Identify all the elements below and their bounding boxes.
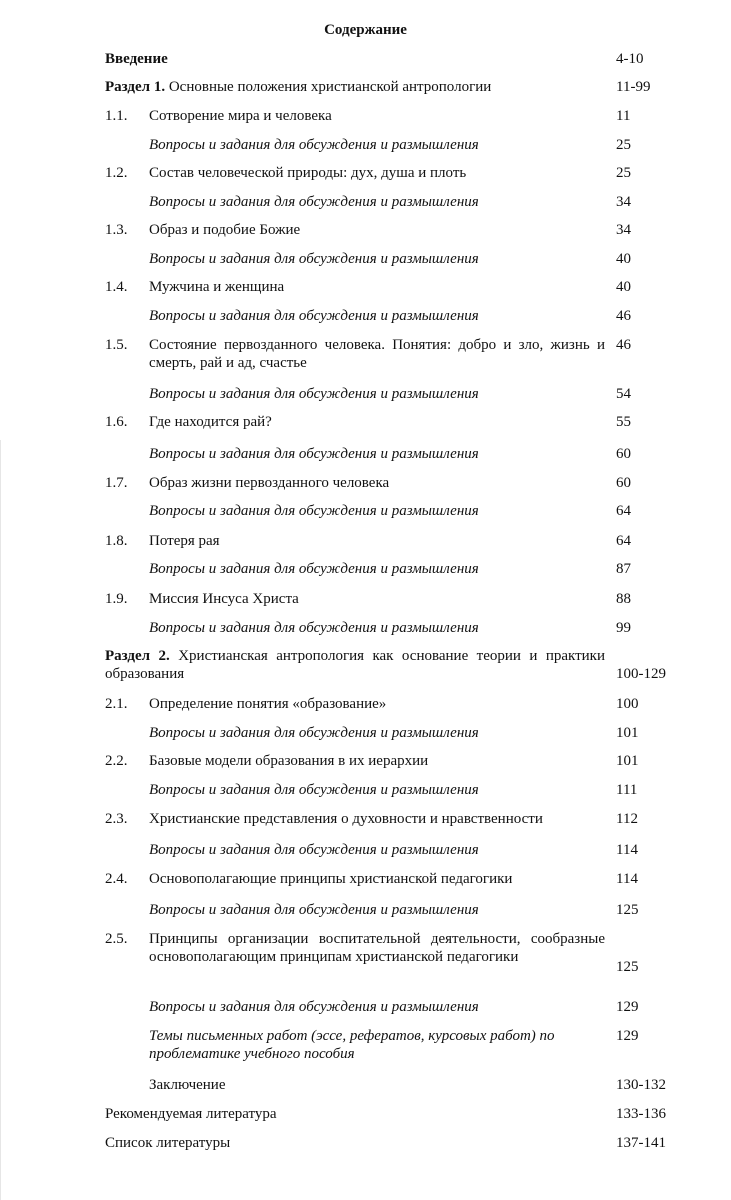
toc-entry-label: Вопросы и задания для обсуждения и размышления [149, 620, 479, 636]
toc-page-number: 133-136 [616, 1106, 666, 1122]
toc-entry-label: Сотворение мира и человека [149, 108, 332, 124]
toc-page-number: 130-132 [616, 1077, 666, 1093]
toc-page-number: 34 [616, 222, 631, 238]
toc-entry-label: Состояние первозданного человека. Понятия: добро и зло, жизнь и смерть, рай и ад, счастье [149, 337, 605, 371]
toc-page-number: 125 [616, 902, 639, 918]
toc-entry-label: Вопросы и задания для обсуждения и размышления [149, 902, 479, 918]
toc-entry-number: 1.3. [105, 222, 128, 238]
toc-page-number: 112 [616, 811, 638, 827]
toc-entry-label: Введение [105, 51, 168, 67]
toc-page-number: 129 [616, 999, 639, 1015]
toc-page-number: 111 [616, 782, 638, 798]
toc-section-heading [105, 78, 605, 96]
toc-entry-number: 1.4. [105, 279, 128, 295]
toc-entry-label: Потеря рая [149, 533, 220, 549]
toc-entry-label: Рекомендуемая литература [105, 1106, 277, 1122]
toc-section-prefix: Раздел 1. [105, 79, 166, 95]
toc-entry-number: 2.3. [105, 811, 128, 827]
toc-section-prefix: Раздел 2. [105, 648, 170, 664]
toc-page-number: 34 [616, 194, 631, 210]
toc-page-number: 25 [616, 137, 631, 153]
toc-page-number: 11 [616, 108, 631, 124]
toc-entry-number: 1.6. [105, 414, 128, 430]
toc-entry-label: Вопросы и задания для обсуждения и размышления [149, 782, 479, 798]
toc-entry-label: Миссия Инсуса Христа [149, 591, 299, 607]
toc-page-number: 129 [616, 1028, 639, 1044]
toc-section-title: Христианская антропология как основание теории и практики образования [105, 648, 605, 682]
toc-page-number: 125 [616, 959, 639, 975]
toc-entry-label: Христианские представления о духовности и нравственности [149, 811, 543, 827]
toc-page-number: 114 [616, 871, 638, 887]
toc-page-number: 4-10 [616, 51, 644, 67]
toc-entry-label: Состав человеческой природы: дух, душа и плоть [149, 165, 467, 181]
toc-entry-label: Вопросы и задания для обсуждения и размышления [149, 503, 479, 519]
toc-page-number: 46 [616, 308, 631, 324]
toc-entry-label: Вопросы и задания для обсуждения и размышления [149, 561, 479, 577]
toc-page-number: 99 [616, 620, 631, 636]
page-title: Содержание [324, 22, 407, 38]
toc-entry-label: Принципы организации воспитательной деятельности, сообразные основополагающим принципам христианской педагогики [149, 931, 605, 965]
toc-entry-label: Вопросы и задания для обсуждения и размышления [149, 194, 479, 210]
toc-entry-number: 1.7. [105, 475, 128, 491]
toc-entry-number: 1.2. [105, 165, 128, 181]
toc-entry-label: Темы письменных работ (эссе, рефератов, курсовых работ) по проблематике учебного пособия [149, 1028, 555, 1062]
page-edge-shadow [0, 440, 1, 1200]
toc-page-number: 64 [616, 533, 631, 549]
toc-entry-number: 1.1. [105, 108, 128, 124]
toc-entry-label: Образ и подобие Божие [149, 222, 301, 238]
toc-entry-number: 1.8. [105, 533, 128, 549]
toc-page-number: 114 [616, 842, 638, 858]
toc-entry-label: Определение понятия «образование» [149, 696, 387, 712]
toc-entry-number: 2.4. [105, 871, 128, 887]
toc-page-number: 60 [616, 446, 631, 462]
toc-page-number: 25 [616, 165, 631, 181]
toc-entry-label: Вопросы и задания для обсуждения и размышления [149, 999, 479, 1015]
toc-page-number: 100-129 [616, 666, 666, 682]
toc-page-number: 11-99 [616, 79, 651, 95]
toc-section-heading [105, 647, 605, 683]
toc-entry-label: Мужчина и женщина [149, 279, 285, 295]
toc-section-title: Основные положения христианской антропологии [165, 79, 492, 95]
toc-page-number: 101 [616, 753, 639, 769]
toc-entry-number: 1.5. [105, 337, 128, 353]
toc-page-number: 100 [616, 696, 639, 712]
toc-entry-label: Вопросы и задания для обсуждения и размышления [149, 386, 479, 402]
toc-entry-label: Вопросы и задания для обсуждения и размышления [149, 137, 479, 153]
toc-entry-label: Вопросы и задания для обсуждения и размышления [149, 725, 479, 741]
toc-page-number: 55 [616, 414, 631, 430]
toc-entry-label: Список литературы [105, 1135, 231, 1151]
toc-page-number: 40 [616, 251, 631, 267]
toc-page-number: 137-141 [616, 1135, 666, 1151]
toc-entry-label: Вопросы и задания для обсуждения и размышления [149, 308, 479, 324]
toc-entry-label: Где находится рай? [149, 414, 272, 430]
toc-entry-label: Заключение [149, 1077, 226, 1093]
toc-page-number: 60 [616, 475, 631, 491]
toc-entry-label: Базовые модели образования в их иерархии [149, 753, 429, 769]
toc-page-number: 40 [616, 279, 631, 295]
toc-entry-label: Основополагающие принципы христианской педагогики [149, 871, 513, 887]
toc-entry-label: Вопросы и задания для обсуждения и размышления [149, 446, 479, 462]
toc-entry-number: 2.2. [105, 753, 128, 769]
toc-page-number: 88 [616, 591, 631, 607]
toc-entry-number: 2.1. [105, 696, 128, 712]
toc-page-number: 101 [616, 725, 639, 741]
toc-page-number: 54 [616, 386, 631, 402]
toc-page-number: 46 [616, 337, 631, 353]
toc-entry-number: 1.9. [105, 591, 128, 607]
toc-page-number: 64 [616, 503, 631, 519]
toc-entry-number: 2.5. [105, 931, 128, 947]
toc-entry-label: Вопросы и задания для обсуждения и размышления [149, 842, 479, 858]
toc-page-number: 87 [616, 561, 631, 577]
toc-entry-label: Вопросы и задания для обсуждения и размышления [149, 251, 479, 267]
toc-entry-label: Образ жизни первозданного человека [149, 475, 390, 491]
